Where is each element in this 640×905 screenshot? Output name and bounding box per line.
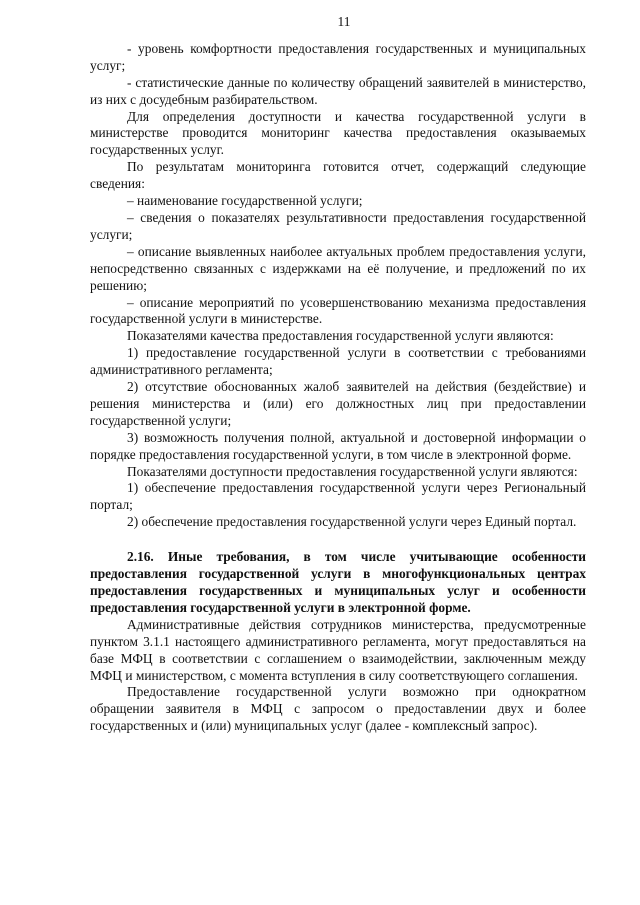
complex-request-paragraph: Предоставление государственной услуги возможно при однократном обращении заявителя в МФЦ с запросом о предоставлении двух и более государственных и (или) муниципальных услуг (далее - комплексный запрос).: [90, 684, 586, 734]
report-intro: По результатам мониторинга готовится отчет, содержащий следующие сведения:: [90, 159, 586, 192]
report-item-1: – наименование государственной услуги;: [127, 193, 363, 209]
mfc-paragraph: Административные действия сотрудников министерства, предусмотренные пунктом 3.1.1 настоящего административного регламента, могут предоставляться на базе МФЦ в соответствии с соглашением о взаимодействии, заключенным между МФЦ и министерством, с момента вступления в силу соответствующего соглашения.: [90, 616, 586, 683]
access-item-2: 2) обеспечение предоставления государственной услуги через Единый портал.: [127, 514, 577, 530]
section-heading-2-16: 2.16. Иные требования, в том числе учитывающие особенности предоставления государственной услуги в многофункциональных центрах предоставления государственных и муниципальных услуг и особенности предоставления государственной услуги в электронной форме.: [90, 549, 586, 615]
quality-item-2: 2) отсутствие обоснованных жалоб заявителей на действия (бездействие) и решения министерства и (или) его должностных лиц при предоставлении государственной услуги;: [90, 379, 586, 428]
top-item-1: - уровень комфортности предоставления государственных и муниципальных услуг;: [90, 40, 586, 73]
quality-intro: Показателями качества предоставления государственной услуги являются:: [127, 328, 554, 344]
report-item-3: – описание выявленных наиболее актуальных проблем предоставления услуги, непосредственно связанных с издержками на её получение, и предложений по их решению;: [90, 243, 586, 293]
access-item-1: 1) обеспечение предоставления государственной услуги через Региональный портал;: [90, 480, 586, 513]
report-item-2: – сведения о показателях результативности предоставления государственной услуги;: [90, 209, 586, 242]
page-number: 11: [337, 14, 351, 29]
monitoring-paragraph: Для определения доступности и качества государственной услуги в министерстве проводится мониторинг качества предоставления оказываемых государственных услуг.: [90, 108, 586, 158]
access-intro: Показателями доступности предоставления государственной услуги являются:: [127, 463, 578, 479]
quality-item-1: 1) предоставление государственной услуги в соответствии с требованиями административного регламента;: [90, 345, 586, 378]
report-item-4: – описание мероприятий по усовершенствованию механизма предоставления государственной услуги в министерстве.: [90, 294, 586, 327]
top-item-2: - статистические данные по количеству обращений заявителей в министерство, из них с досудебным разбирательством.: [90, 74, 586, 107]
quality-item-3: 3) возможность получения полной, актуальной и достоверной информации о порядке предоставления государственной услуги, в том числе в электронной форме.: [90, 429, 586, 462]
